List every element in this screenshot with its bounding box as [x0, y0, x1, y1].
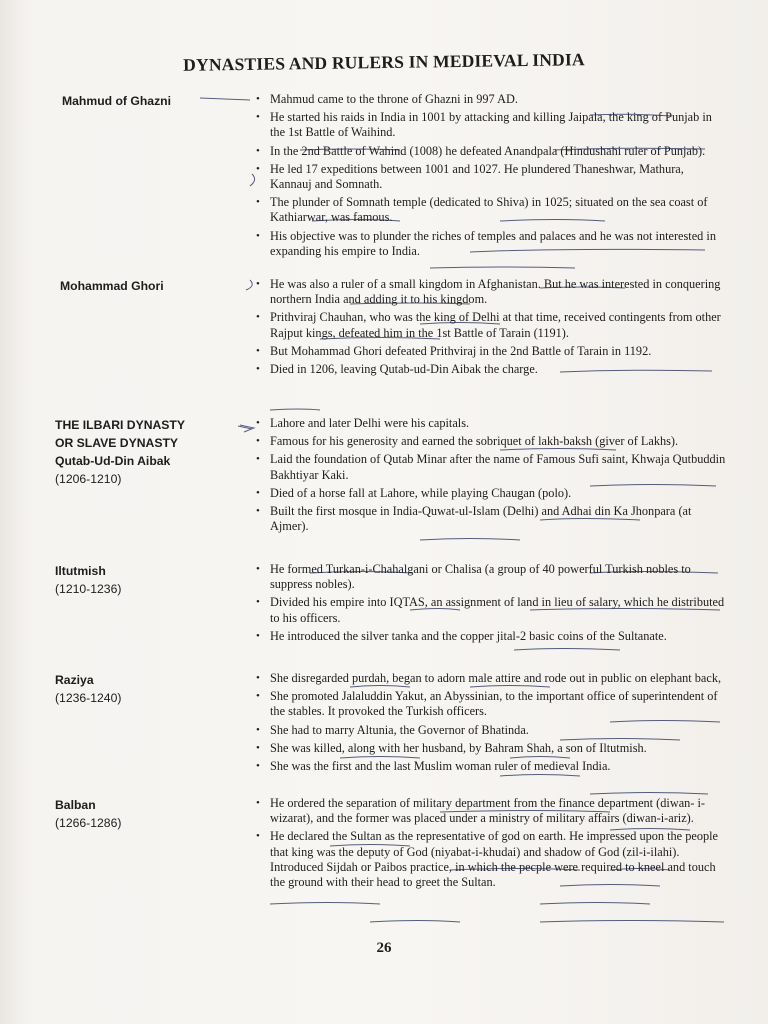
ruler-name: Iltutmish [55, 564, 106, 578]
bullet-dot-icon: • [256, 741, 260, 754]
bullet-text: She had to marry Altunia, the Governor of Bhatinda. [270, 722, 529, 737]
section-heading [55, 671, 255, 707]
bullet-text: His objective was to plunder the riches of temples and palaces and he was not interested in expanding his empire to India. [270, 228, 716, 258]
section-heading [55, 796, 255, 832]
bullet-dot-icon: • [256, 435, 260, 448]
pen-underline [270, 903, 380, 905]
bullet-text: She was the first and the last Muslim woman ruler of medieval India. [270, 759, 611, 774]
bullet-text: She was killed, along with her husband, by Bahram Shah, a son of Iltutmish. [270, 740, 647, 755]
bullet-item [256, 486, 726, 501]
bullet-dot-icon: • [256, 311, 260, 324]
bullet-list [256, 92, 726, 262]
bullet-dot-icon: • [256, 229, 260, 242]
pen-underline [540, 921, 724, 923]
reign-years: (1210-1236) [55, 582, 122, 596]
bullet-dot-icon: • [256, 162, 260, 175]
bullet-item [256, 144, 726, 159]
bullet-list [256, 416, 726, 537]
pen-underline [590, 793, 708, 795]
pen-underline [514, 649, 620, 651]
pen-underline [540, 903, 650, 905]
bullet-text: He formed Turkan-i-Chahalgani or Chalisa (a group of 40 powerful Turkish nobles to suppress nobles). [270, 562, 691, 592]
bullet-text: Built the first mosque in India-Quwat-ul-Islam (Delhi) and Adhai din Ka Jhonpara (at Ajmer). [270, 504, 692, 534]
dynasty-heading-line: THE ILBARI DYNASTY [55, 418, 186, 432]
bullet-item [256, 595, 726, 625]
bullet-item [256, 277, 726, 307]
bullet-text: She promoted Jalaluddin Yakut, an Abyssinian, to the important office of superintendent of the stables. It provoked the Turkish officers. [270, 689, 718, 719]
bullet-item [256, 796, 726, 826]
pen-underline [430, 267, 575, 268]
bullet-list [256, 671, 726, 777]
bullet-dot-icon: • [256, 417, 260, 429]
bullet-dot-icon: • [256, 760, 260, 773]
bullet-item [256, 195, 726, 225]
bullet-dot-icon: • [256, 363, 260, 376]
bullet-text: He was also a ruler of a small kingdom in Afghanistan. But he was interested in conquering northern India and adding it to his kingdom. [270, 277, 721, 307]
bullet-dot-icon: • [256, 486, 260, 499]
pen-underline [370, 921, 460, 923]
bullet-item [256, 362, 726, 377]
bullet-text: He ordered the separation of military department from the finance department (diwan- i-wizarat), and the former was placed under a ministry of military affairs (diwan-i-ariz). [270, 796, 705, 826]
bullet-list [256, 796, 726, 893]
page-number: 26 [376, 940, 392, 956]
pen-underline [270, 409, 320, 410]
section-heading [55, 562, 255, 598]
page-title: DYNASTIES AND RULERS IN MEDIEVAL INDIA [183, 49, 585, 75]
ruler-name: Balban [55, 798, 96, 812]
bullet-text: He introduced the silver tanka and the copper jital-2 basic coins of the Sultanate. [270, 628, 667, 643]
bullet-text: The plunder of Somnath temple (dedicated to Shiva) in 1025; situated on the sea coast of Kathiarwar, was famous. [270, 195, 708, 225]
bullet-text: But Mohammad Ghori defeated Prithviraj in the 2nd Battle of Tarain in 1192. [270, 343, 652, 358]
pen-underline [420, 539, 520, 541]
bullet-item [256, 723, 726, 738]
bullet-item [256, 504, 726, 534]
bullet-text: She disregarded purdah, began to adorn male attire and rode out in public on elephant back, [270, 671, 722, 685]
section-heading [60, 277, 260, 295]
bullet-dot-icon: • [256, 144, 260, 157]
bullet-dot-icon: • [256, 690, 260, 703]
bullet-text: Died of a horse fall at Lahore, while playing Chaugan (polo). [270, 485, 572, 500]
bullet-dot-icon: • [256, 505, 260, 518]
bullet-text: He declared the Sultan as the representative of god on earth. He impressed upon the people that king was the deputy of God (niyabat-i-khudai) and shadow of God (zil-i-ilahi). Introduced Sijdah or Paibos practice, in which the pecple were required to kneel and touch the ground with their head to greet the Sultan. [270, 829, 718, 890]
bullet-dot-icon: • [256, 723, 260, 736]
bullet-item [256, 759, 726, 774]
pen-arrow-mark [250, 174, 255, 186]
bullet-text: In the 2nd Battle of Wahind (1008) he defeated Anandpala (Hindushahi ruler of Punjab). [270, 143, 706, 158]
bullet-text: Famous for his generosity and earned the sobriquet of lakh-baksh (giver of Lakhs). [270, 434, 679, 449]
heading-line: Mahmud of Ghazni [62, 94, 172, 108]
bullet-dot-icon: • [256, 596, 260, 609]
bullet-text: Lahore and later Delhi were his capitals. [270, 416, 470, 430]
dynasty-heading-line: OR SLAVE DYNASTY [55, 436, 179, 450]
bullet-item [256, 344, 726, 359]
bullet-text: He led 17 expeditions between 1001 and 1027. He plundered Thaneshwar, Mathura, Kannauj and Somnath. [270, 161, 684, 192]
bullet-item [256, 562, 726, 592]
bullet-item [256, 671, 726, 686]
bullet-dot-icon: • [256, 563, 260, 575]
bullet-text: He started his raids in India in 1001 by attacking and killing Jaipala, the king of Punjab in the 1st Battle of Waihind. [270, 110, 712, 140]
bullet-item [256, 689, 726, 719]
bullet-item [256, 310, 726, 340]
ruler-name: Raziya [55, 673, 94, 687]
bullet-item [256, 452, 726, 482]
bullet-dot-icon: • [256, 830, 260, 843]
bullet-item [256, 110, 726, 140]
bullet-dot-icon: • [256, 111, 260, 124]
bullet-item [256, 92, 726, 107]
bullet-text: Died in 1206, leaving Qutab-ud-Din Aibak the charge. [270, 362, 538, 377]
section-heading [62, 92, 262, 110]
bullet-dot-icon: • [256, 344, 260, 357]
bullet-text: Mahmud came to the throne of Ghazni in 997 AD. [270, 92, 518, 106]
bullet-item [256, 829, 726, 890]
bullet-item [256, 741, 726, 756]
bullet-text: Prithviraj Chauhan, who was the king of Delhi at that time, received contingents from other Rajput kings, defeated him in the 1st Battle of Tarain (1191). [270, 310, 721, 340]
bullet-dot-icon: • [256, 93, 260, 105]
bullet-item [256, 629, 726, 644]
bullet-text: Divided his empire into IQTAS, an assignment of land in lieu of salary, which he distributed to his officers. [270, 595, 725, 625]
bullet-dot-icon: • [256, 797, 260, 809]
bullet-list [256, 277, 726, 380]
heading-line: Mohammad Ghori [60, 279, 164, 293]
reign-years: (1236-1240) [55, 691, 122, 705]
bullet-dot-icon: • [256, 672, 260, 684]
bullet-item [256, 416, 726, 431]
reign-years: (1266-1286) [55, 816, 122, 830]
bullet-dot-icon: • [256, 453, 260, 466]
ruler-name: Qutab-Ud-Din Aibak [55, 454, 171, 468]
bullet-item [256, 434, 726, 449]
bullet-item [256, 162, 726, 192]
reign-years: (1206-1210) [55, 472, 122, 486]
section-heading [55, 416, 255, 488]
bullet-item [256, 229, 726, 259]
bullet-dot-icon: • [256, 196, 260, 209]
bullet-list [256, 562, 726, 647]
bullet-text: Laid the foundation of Qutab Minar after the name of Famous Sufi saint, Khwaja Qutbuddin Bakhtiyar Kaki. [270, 452, 726, 482]
bullet-dot-icon: • [256, 629, 260, 642]
bullet-dot-icon: • [256, 278, 260, 290]
